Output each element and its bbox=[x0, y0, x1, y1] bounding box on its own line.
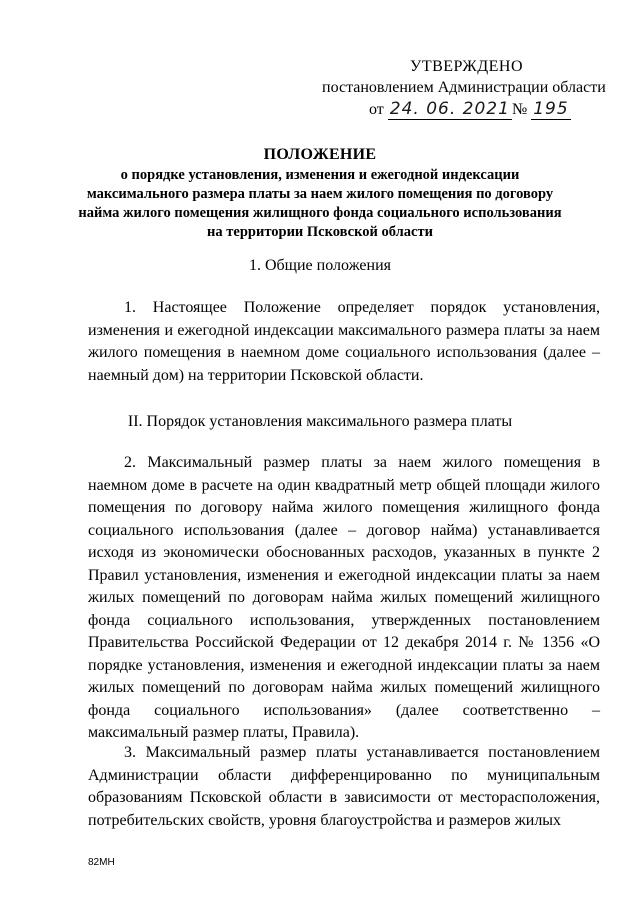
approval-date-line bbox=[369, 99, 571, 119]
footer-code: 82МН bbox=[88, 857, 115, 868]
section-heading-2: II. Порядок установления максимального размера платы bbox=[127, 413, 513, 430]
section-heading-1: 1. Общие положения bbox=[248, 257, 392, 274]
approval-by: постановлением Администрации области bbox=[322, 79, 606, 96]
number-label: № bbox=[511, 101, 528, 118]
paragraph-3: 3. Максимальный размер платы устанавливается постановлением Администрации области дифференцированно по муниципальным образованиям Псковской области в зависимости от месторасположения, потребительских свойств, уровня благоустройства и размеров жилых bbox=[88, 744, 600, 829]
paragraph-1: 1. Настоящее Положение определяет порядок установления, изменения и ежегодной индексации максимального размера платы за наем жилого помещения в наемном доме социального использования (далее – наемный дом) на территории Псковской области. bbox=[88, 299, 600, 384]
approval-date: 24. 06. 2021 bbox=[389, 99, 510, 119]
document-subtitle: о порядке установления, изменения и ежегодной индексации максимального размера платы за наем жилого помещения по договору найма жилого помещения жилищного фонда социального использования на территории Псковской области bbox=[78, 167, 562, 240]
paragraph-2: 2. Максимальный размер платы за наем жилого помещения в наемном доме в расчете на один квадратный метр общей площади жилого помещения по договору найма жилого помещения жилищного фонда социального использования (далее – договор найма) устанавливается исходя из экономически обоснованных расходов, указанных в пункте 2 Правил установления, изменения и ежегодной индексации платы за наем жилых помещений по договорам найма жилых помещений жилищного фонда социального использования, утвержденных постановлением Правительства Российской Федерации от 12 декабря 2014 г. № 1356 «О порядке установления, изменения и ежегодной индексации платы за наем жилых помещений по договорам найма жилых помещений жилищного фонда социального использования» (далее соответственно – максимальный размер платы, Правила). bbox=[88, 454, 600, 741]
approval-number: 195 bbox=[533, 99, 569, 119]
document-title: ПОЛОЖЕНИЕ bbox=[263, 146, 377, 163]
from-prefix: от bbox=[369, 101, 384, 118]
approval-word: УТВЕРЖДЕНО bbox=[410, 58, 524, 75]
